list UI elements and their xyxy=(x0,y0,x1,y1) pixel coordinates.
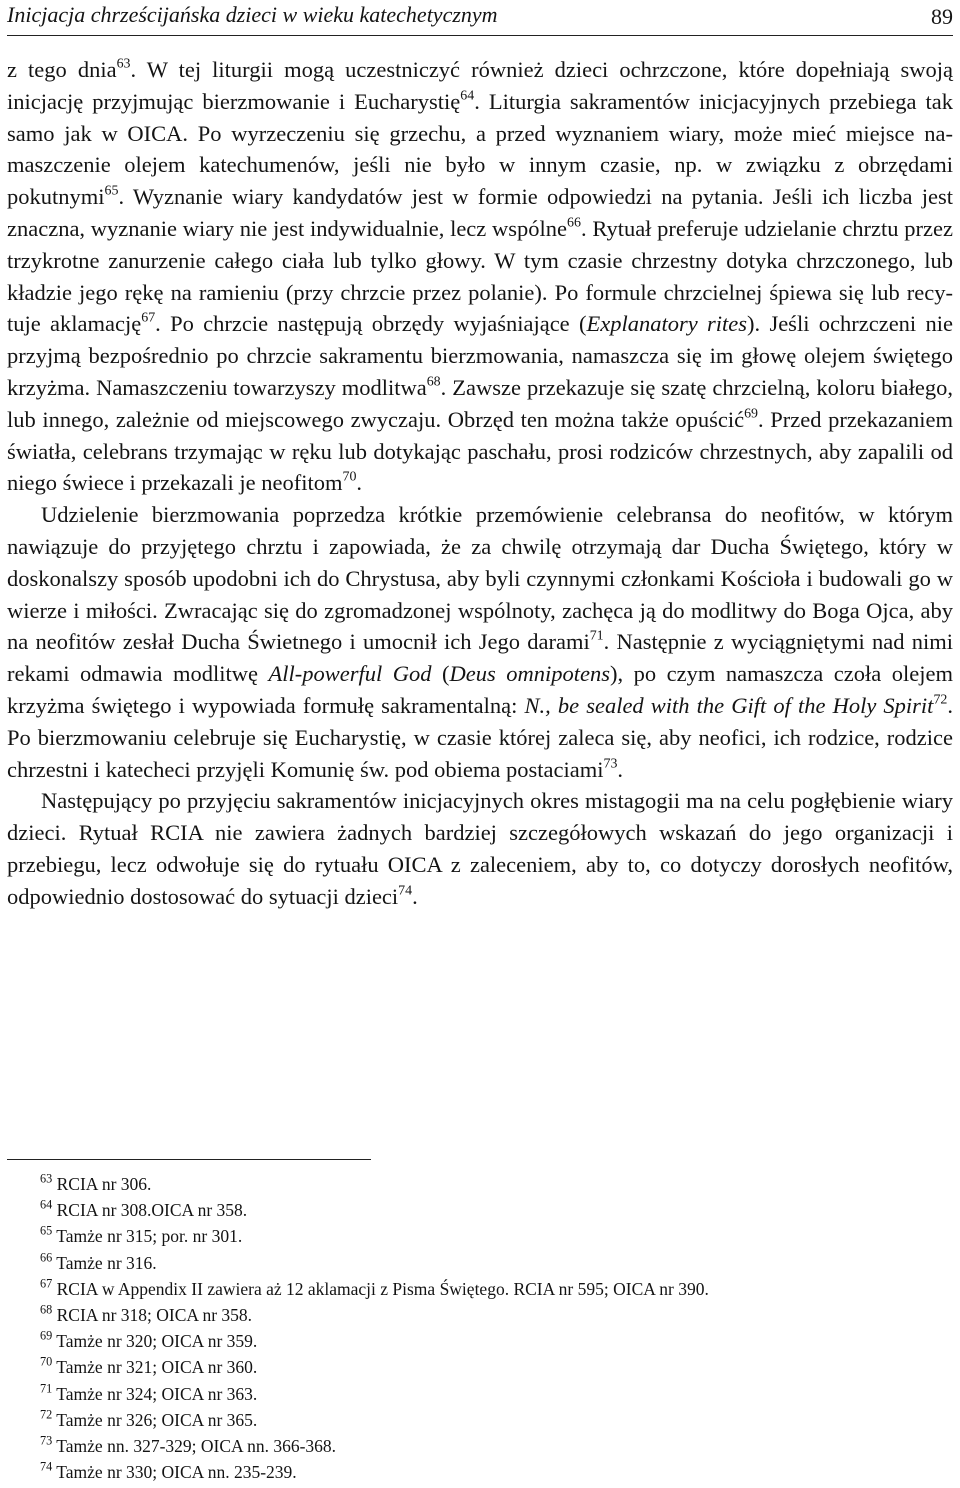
footnote-ref: 68 xyxy=(426,374,441,390)
footnote-ref: 64 xyxy=(460,88,475,104)
footnote-number: 67 xyxy=(40,1276,53,1291)
text-run: ). Jeśli ochrzczeni nie przyjmą bezpośrednio po chrzcie sakramentu bierzmowania, namaszcza się im głowę olejem świętego krzyżma. Namaszczeniu towarzyszy modlitwa xyxy=(7,311,953,400)
text-run: . Zawsze przekazuje się szatę chrzcielną, koloru białego, lub innego, zależnie od miejscowego zwyczaju. Obrzęd ten można także opuścić xyxy=(7,374,953,432)
footnote-text: Tamże nr 326; OICA nr 365. xyxy=(52,1409,258,1430)
text-run: . Następnie z wyciągniętymi nad nimi rekami odmawia modlitwę xyxy=(7,629,953,687)
footnote-number: 69 xyxy=(40,1328,53,1343)
footnote-text: RCIA nr 308.OICA nr 358. xyxy=(52,1200,248,1221)
paragraph-1 xyxy=(7,54,953,499)
footnote-ref: 65 xyxy=(104,183,119,199)
footnote-number: 72 xyxy=(40,1407,53,1422)
footnote-ref: 73 xyxy=(603,755,618,771)
footnote xyxy=(40,1407,940,1433)
footnote-ref: 74 xyxy=(398,882,413,898)
footnote-ref: 72 xyxy=(933,692,948,708)
footnote-ref: 69 xyxy=(744,406,758,422)
footnote-ref: 71 xyxy=(589,628,604,644)
italic-term: N., be sealed with the Gift of the Holy Spirit xyxy=(524,692,934,718)
footnote-text: Tamże nr 321; OICA nr 360. xyxy=(52,1357,258,1378)
footnote-number: 63 xyxy=(40,1171,53,1186)
text-run: . xyxy=(617,756,624,782)
footnote-ref: 67 xyxy=(141,310,156,326)
text-run: . xyxy=(412,883,418,909)
main-text xyxy=(7,54,953,913)
footnote xyxy=(40,1328,940,1354)
footnote-ref: 63 xyxy=(116,56,131,72)
footnote xyxy=(40,1381,940,1407)
text-run: . Przed przekazaniem światła, celebrans trzymając w ręku lub dotykając paschału, prosi rodziców chrzestnych, aby zapalili od niego świece i przekazali je neofitom xyxy=(7,406,953,496)
footnote-separator xyxy=(7,1159,371,1160)
footnote-number: 71 xyxy=(40,1381,53,1396)
italic-term: Explanatory rites xyxy=(586,311,748,337)
text-run: . Po chrzcie następują obrzędy wyjaśniające ( xyxy=(155,311,587,337)
footnote-ref: 70 xyxy=(342,469,357,485)
footnote-number: 74 xyxy=(40,1459,53,1474)
text-run: Udzielenie bierzmowania poprzedza krótkie przemówienie celebransa do neofitów, w którym nawiązuje do przyjętego chrztu i zapowiada, że za chwilę otrzymają dar Ducha Świętego, który w doskonalszy sposób upodobni ich do Chrystusa, aby byli czynnymi członkami Kościoła i budowali go w wierze i miłości. Zwracając się do zgromadzonej wspólnoty, zachęca ją do modlitwy do Boga Ojca, aby na neofitów zesłał Ducha Świetnego i umocnił ich Jego darami xyxy=(7,502,953,655)
footnote-number: 65 xyxy=(40,1224,53,1239)
italic-term: All-powerful God xyxy=(268,661,432,687)
footnote xyxy=(40,1459,940,1485)
paragraph-2 xyxy=(7,499,953,785)
footnote xyxy=(40,1223,940,1249)
text-run: . Wyznanie wiary kandydatów jest w formie odpowiedzi na pytania. Jeśli ich liczba jest znaczna, wyznanie wiary nie jest indywidualnie, lecz wspólne xyxy=(7,184,953,241)
text-run: . Liturgia sakramentów inicjacyjnych przebiega tak samo jak w OICA. Po wyrzeczeniu się grzechu, a przed wyznaniem wiary, może mieć miejsce namaszczenie olejem katechumenów, jeśli nie było w innym czasie, np. w związku z obrzędami pokutnymi xyxy=(7,88,953,210)
paragraph-3 xyxy=(7,785,953,912)
footnote-text: Tamże nr 316. xyxy=(52,1252,157,1273)
footnote-text: Tamże nr 320; OICA nr 359. xyxy=(52,1331,258,1352)
footnote-text: RCIA nr 306. xyxy=(52,1174,152,1194)
footnote-text: RCIA nr 318; OICA nr 358. xyxy=(52,1305,253,1326)
footnote-number: 70 xyxy=(40,1355,53,1370)
text-run: . Rytuał preferuje udzielanie chrztu przez trzykrotne zanurzenie całego ciała lub tylko głowy. W tym czasie chrzestny dotyka chrzczonego, lub kładzie jego rękę na ramieniu (przy chrzcie przez polanie). Po formule chrzcielnej śpiewa się lub recytuje aklamację xyxy=(7,215,953,337)
footnote-number: 68 xyxy=(40,1302,53,1317)
footnote xyxy=(40,1354,940,1380)
footnote-text: Tamże nr 330; OICA nn. 235-239. xyxy=(52,1462,297,1483)
footnote xyxy=(40,1250,940,1276)
footnote xyxy=(40,1433,940,1459)
footnotes xyxy=(40,1171,940,1485)
running-header xyxy=(7,1,953,36)
text-run: z tego dnia xyxy=(7,57,117,82)
footnote-text: Tamże nr 315; por. nr 301. xyxy=(52,1226,243,1247)
footnote-text: RCIA w Appendix II zawiera aż 12 aklamacji z Pisma Świętego. RCIA nr 595; OICA nr 390. xyxy=(52,1278,709,1299)
text-run: ), po czym namaszcza czoła olejem krzyżma świętego i wypowiada formułę sakramentalną: xyxy=(7,661,953,718)
running-title: Inicjacja chrześcijańska dzieci w wieku katechetycznym xyxy=(7,2,498,27)
footnote xyxy=(40,1171,940,1197)
text-run: . W tej liturgii mogą uczestniczyć również dzieci ochrzczone, które dopełniają swoją inicjację przyjmując bierzmowanie i Eucharystię xyxy=(7,57,953,114)
text-run: . Po bierzmowaniu celebruje się Eucharystię, w czasie której zaleca się, aby neofici, ich rodzice, rodzice chrzestni i katecheci przyjęli Komunię św. pod obiema postaciami xyxy=(7,692,953,782)
footnote-ref: 66 xyxy=(567,215,581,231)
footnote xyxy=(40,1276,940,1302)
italic-term: Deus omnipotens xyxy=(449,661,610,687)
footnote-number: 66 xyxy=(40,1250,53,1265)
footnote-text: Tamże nr 324; OICA nr 363. xyxy=(52,1383,258,1404)
text-run: Następujący po przyjęciu sakramentów inicjacyjnych okres mistagogii ma na celu pogłębienie wiary dzieci. Rytuał RCIA nie zawiera żadnych bardziej szczegółowych wskazań do jego organizacji i przebiegu, lecz odwołuje się do rytuału OICA z zaleceniem, aby to, co dotyczy dorosłych neofitów, odpowiednio dostosować do sytuacji dzieci xyxy=(7,788,953,909)
page-number: 89 xyxy=(931,4,953,29)
footnote-number: 64 xyxy=(40,1197,53,1212)
footnote-text: Tamże nn. 327-329; OICA nn. 366-368. xyxy=(52,1436,337,1457)
footnote-number: 73 xyxy=(40,1433,53,1448)
footnote xyxy=(40,1302,940,1328)
text-run: . xyxy=(356,470,363,496)
footnote xyxy=(40,1197,940,1223)
text-run: ( xyxy=(431,661,450,687)
